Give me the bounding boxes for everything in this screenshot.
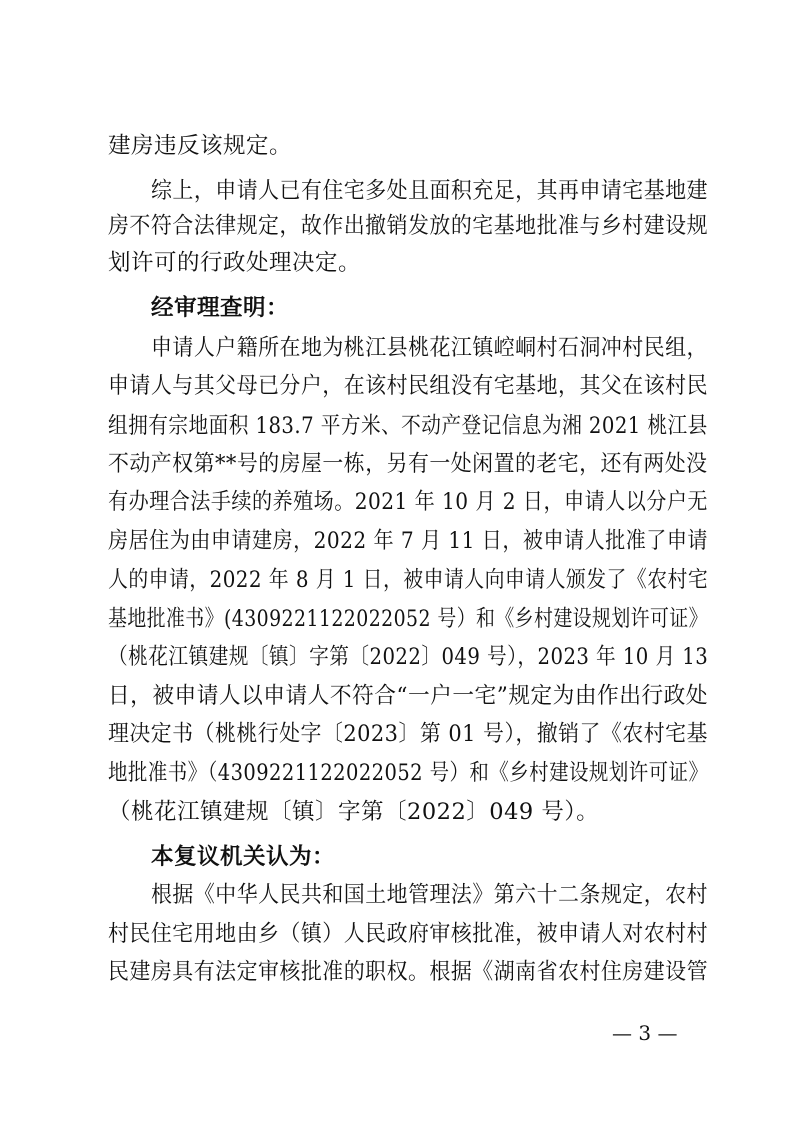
section-heading: 本复议机关认为：: [151, 844, 336, 870]
text-line: 申请人户籍所在地为桃江县桃花江镇崆峒村石洞冲村民组，: [151, 335, 708, 361]
text-line: （桃花江镇建规〔镇〕字第〔2022〕049 号）。: [108, 799, 600, 825]
text-line: 基地批准书》(4309221122022052 号）和《乡村建设规划许可证》: [108, 606, 708, 632]
text-line: 民建房具有法定审核批准的职权。根据《湖南省农村住房建设管: [108, 959, 709, 985]
text-line: 房居住为由申请建房，2022 年 7 月 11 日，被申请人批准了申请: [108, 528, 708, 554]
text-line: 房不符合法律规定，故作出撤销发放的宅基地批准与乡村建设规: [108, 213, 709, 239]
text-line: 日，被申请人以申请人不符合“一户一宅”规定为由作出行政处: [108, 683, 708, 709]
text-line: 村民住宅用地由乡（镇）人民政府审核批准，被申请人对农村村: [108, 921, 709, 947]
text-line: 根据《中华人民共和国土地管理法》第六十二条规定，农村: [151, 882, 708, 908]
text-line: （桃花江镇建规〔镇〕字第〔2022〕049 号），2023 年 10 月 13: [108, 644, 709, 670]
text-line: 申请人与其父母已分户，在该村民组没有宅基地，其父在该村民: [108, 373, 709, 399]
text-line: 理决定书（桃桃行处字〔2023〕第 01 号），撤销了《农村宅基: [108, 721, 708, 747]
text-line: 不动产权第**号的房屋一栋，另有一处闲置的老宅，还有两处没: [108, 451, 708, 477]
text-line: 划许可的行政处理决定。: [108, 250, 362, 276]
text-line: 有办理合法手续的养殖场。2021 年 10 月 2 日，申请人以分户无: [108, 489, 708, 515]
page-number: — 3 —: [612, 1021, 678, 1045]
text-line: 综上，申请人已有住宅多处且面积充足，其再申请宅基地建: [151, 178, 708, 204]
text-line: 建房违反该规定。: [108, 133, 293, 159]
section-heading: 经审理查明：: [151, 295, 290, 321]
text-line: 人的申请，2022 年 8 月 1 日，被申请人向申请人颁发了《农村宅: [108, 567, 709, 593]
text-line: 组拥有宗地面积 183.7 平方米、不动产登记信息为湘 2021 桃江县: [108, 413, 708, 439]
text-line: 地批准书》（4309221122022052 号）和《乡村建设规划许可证》: [108, 760, 709, 786]
